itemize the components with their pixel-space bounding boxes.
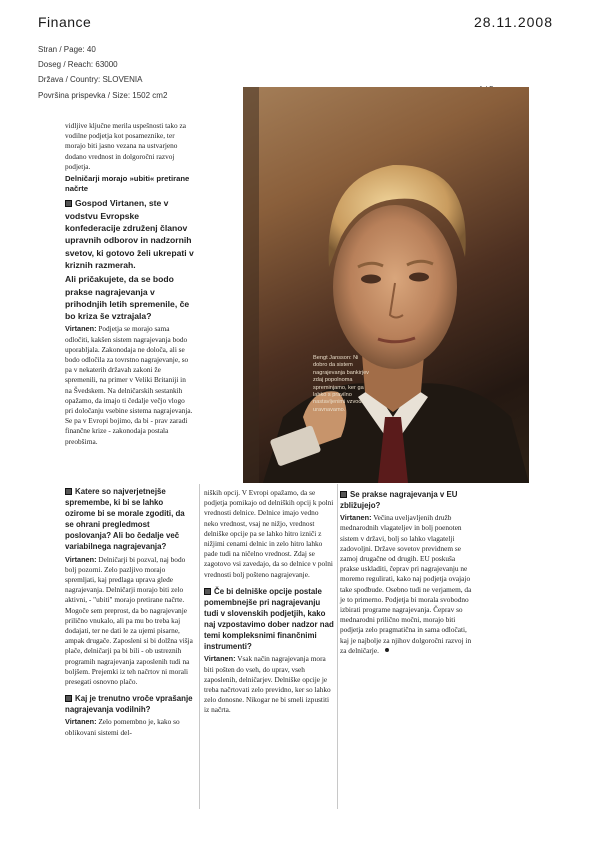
question-marker-icon — [65, 200, 72, 207]
answer-text: Delničarji bi pozval, naj bodo bolj pozorni. Zelo pazljivo morajo spremljati, kaj predlaga uprava glede nagrajevanja. Delničarji morajo biti zelo aktivni, - "ubiti" morajo pretirane načrte. Mogoče sem preprost, da bo nagrajevanje prilično vnukalo, ali pa mu bo treba kaj dodajati, ter ne dati le za ujemi pisarne, ampak drugače. Zaposleni si bi dolžna višja plače, delničarji pa bi bili - ob ustreznih programih nagrajevanja zaposlenih tudi na boljšem. Prejemki iz teh načrtov ni morali presegati osnovno plačo. — [65, 554, 193, 686]
answer-speaker: Virtanen: — [65, 324, 97, 334]
question — [65, 486, 194, 553]
answer — [65, 555, 194, 688]
answer-text: Vsak način nagrajevanja mora biti pošten do vseh, do uprav, vseh zaposlenih, delničarjev. Delniške opcije je treba načrtovati zelo previdno, ker so lahko zelo donosne. Nikogar ne bi smeli izpustiti iz načrta. — [204, 654, 331, 715]
column-2 — [65, 484, 194, 738]
column-divider — [337, 484, 338, 809]
answer — [204, 654, 334, 715]
answer — [65, 717, 194, 737]
question — [65, 197, 194, 271]
paragraph: vidljive ključne merila uspešnosti tako za vodilne podjetja kot posameznike, ter morajo biti jasno vezana na ustvarjeno dodano vrednost in dolgoročni razvoj podjetja. — [65, 121, 186, 171]
end-of-article-icon — [385, 648, 389, 652]
question — [340, 489, 472, 511]
publication-date: 28.11.2008 — [473, 14, 553, 30]
meta-reach: Doseg / Reach: 63000 — [38, 60, 118, 70]
question-marker-icon — [340, 491, 347, 498]
answer-text: Zelo pomembno je, kako so oblikovani sistemi del- — [65, 717, 180, 737]
answer-text: Večina uveljavljenih družb mednarodnih vlagateljev in bolj poenoten sistem v državi, bolj so lahko vlagatelji zadovoljni. Države sovetov previdnem se zamoj drugačne od drugih. EU poskuša prakse uskladiti, čeprav pri nagrajevanju ne moremo regulirati, kako naj podjetja ovajajo take spodbude. Osebno tudi ne verjamem, da je to primerno. Podjetja bi morala svobodno izbirati programe nagrajevanja. Čeprav so mednarodni prilično močni, morajo biti podjetja zelo pragmatična in sama odločati, kaj je najbolje za njihov dolgoročni razvoj in za delničarje. — [340, 513, 472, 655]
publication-title: Finance — [38, 14, 92, 30]
answer-speaker: Virtanen: — [340, 513, 372, 523]
answer — [340, 513, 472, 656]
answer — [65, 324, 194, 446]
answer-speaker: Virtanen: — [65, 554, 97, 564]
answer-speaker: Virtanen: — [65, 717, 97, 727]
question-text: Kaj je trenutno vroče vprašanje nagrajevanja vodilnih? — [65, 694, 193, 715]
meta-size: Površina prispevka / Size: 1502 cm2 — [38, 90, 168, 100]
column-divider — [199, 484, 200, 809]
clipping-metadata — [38, 42, 167, 103]
question-text: Se prakse nagrajevanja v EU zbližujejo? — [340, 490, 458, 511]
subheading: Delničarji morajo »ubiti« pretirane načrte — [65, 174, 190, 194]
column-1 — [65, 121, 194, 447]
paragraph: niških opcij. V Evropi opažamo, da se podjetja pomikajo od delniških opcij k polni vrednosti delnice. Delnice imajo vedno neko vrednost, vsaj ne nižjo, vrednost delniške opcije pa se lahko hitro izniči z nižjimi cenami delnic in zelo hitro lahko pade tudi na ničelno vrednost. Zdaj se zagotovo vsi zavedajo, da so delnice v polni vrednosti bolj pošteno nagrajevanje. — [204, 488, 334, 579]
column-4 — [340, 487, 472, 656]
photo-caption: Bengt Jansson: Ni dobro da sistem nagrajevanja bankirjev zdaj popolnoma spreminjamo, ker ga lahko s pravilno nastavljenimi vzvodi uravnavamo. — [313, 355, 369, 413]
question: Ali pričakujete, da se bodo prakse nagrajevanja v prihodnjih letih spremenile, če bo kriza še vztrajala? — [65, 274, 190, 322]
meta-country: Država / Country: SLOVENIA — [38, 75, 143, 85]
question-marker-icon — [65, 488, 72, 495]
question-text: Gospod Virtanen, ste v vodstvu Evropske konfederacije združenj članov upravnih odborov in nadzornih svetov, ki gotovo želi ukrepati v kriznih razmerah. — [65, 198, 194, 270]
question-text: Če bi delniške opcije postale pomembnejše pri nagrajevanju tudi v slovenskih podjetjih, kako naj vzpostavimo dober nadzor nad temi kompleksnimi finančnimi instrumenti? — [204, 586, 334, 652]
question-marker-icon — [65, 695, 72, 702]
portrait-illustration — [243, 87, 529, 483]
answer-speaker: Virtanen: — [204, 654, 236, 664]
question-text: Katere so najverjetnejše spremembe, ki bi se lahko ozirome bi se morale zgoditi, da se ohrani pregledmost poslovanja? Ali bo čedalje več variabilnega nagrajevanja? — [65, 487, 185, 552]
column-3 — [204, 488, 334, 716]
answer-text: Podjetja se morajo sama odločiti, kakšen sistem nagrajevanja bodo uporabljala. Zakonodaja ne določa, ali se bodo odločila za tovrstno nagrajevanje, so pa v nekaterih državah zakoni že spremenili, na primer v Veliki Britaniji in na Švedskem. Na delničarskih sestankih opažamo, da imajo ti čedalje večjo vlogo pri določanju vsebine sistema nagrajevanja. Se pa v Evropi bojimo, da bi - prav zaradi finančne krize - zakonodaja postala preobširna. — [65, 324, 193, 446]
portrait-photo — [243, 87, 529, 483]
question-marker-icon — [204, 588, 211, 595]
meta-page: Stran / Page: 40 — [38, 45, 96, 54]
question — [204, 586, 334, 653]
question — [65, 693, 194, 715]
